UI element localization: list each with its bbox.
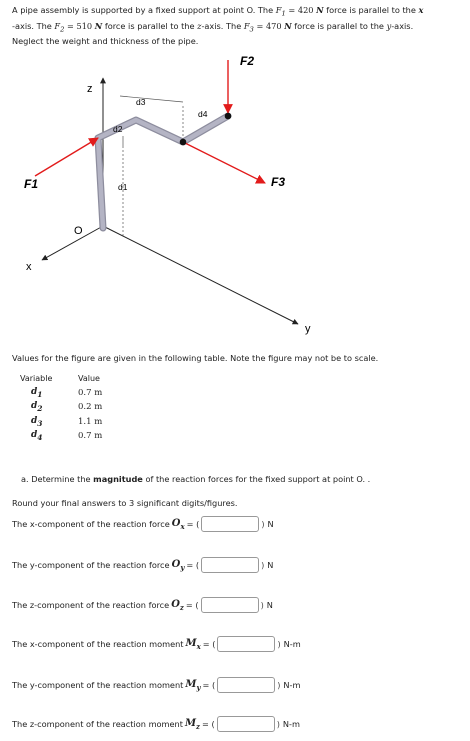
answer-row-mx <box>12 634 301 654</box>
dimension-lines <box>120 96 183 236</box>
problem-text: force is parallel to the <box>102 20 198 31</box>
f2-label: F2 <box>240 54 255 68</box>
symbol-sub: z <box>179 602 184 612</box>
equals-sign: = ( <box>186 560 200 570</box>
answer-label: The y-component of the reaction force <box>12 560 170 570</box>
origin-label: O <box>74 225 83 237</box>
answer-label: The x-component of the reaction force <box>12 519 170 529</box>
answer-row-ox <box>12 514 274 534</box>
d4-label: d4 <box>198 109 208 119</box>
f1-letter: F <box>275 5 282 15</box>
f3-arrow <box>183 142 265 183</box>
mx-input[interactable] <box>217 636 275 652</box>
answer-symbol <box>186 638 201 651</box>
values-table <box>20 371 102 444</box>
axis-z-symbol: z <box>197 20 202 31</box>
f2-letter: F <box>54 20 61 31</box>
answer-label: The x-component of the reaction moment <box>12 639 184 649</box>
symbol-sub: y <box>180 562 185 572</box>
close-paren: ) <box>276 719 280 729</box>
equals-sign: = ( <box>202 680 216 690</box>
f1-value: = 420 <box>285 5 317 15</box>
symbol-letter: M <box>184 717 197 729</box>
symbol-letter: O <box>171 598 180 610</box>
variable-cell <box>20 415 78 430</box>
var-letter: d <box>31 401 38 412</box>
y-axis-label: y <box>305 323 311 335</box>
mz-input[interactable] <box>217 716 275 732</box>
oz-input[interactable] <box>201 597 259 613</box>
my-input[interactable] <box>217 677 275 693</box>
table-row <box>20 415 102 430</box>
unit-label: N <box>267 560 274 570</box>
answer-row-mz <box>12 714 300 734</box>
var-sub: 3 <box>37 418 43 428</box>
equals-sign: = ( <box>185 600 199 610</box>
f1-arrow <box>35 138 98 176</box>
f1-symbol <box>275 5 286 18</box>
end-dot <box>225 113 232 120</box>
variable-cell <box>20 429 78 444</box>
symbol-sub: x <box>180 521 185 531</box>
answer-symbol <box>172 559 185 572</box>
answer-symbol <box>185 679 200 692</box>
joint-dot <box>180 139 187 146</box>
f2-value: = 510 <box>64 20 95 31</box>
var-letter: d <box>31 415 38 426</box>
f1-label: F1 <box>24 177 39 191</box>
symbol-sub: y <box>196 682 201 692</box>
equals-sign: = ( <box>202 719 215 729</box>
symbol-sub: x <box>196 641 201 651</box>
f2-symbol <box>54 20 65 34</box>
close-paren: ) <box>277 680 281 690</box>
problem-statement <box>12 4 464 47</box>
oy-input[interactable] <box>201 557 259 573</box>
problem-text: -axis. The <box>201 20 244 31</box>
x-axis-label: x <box>26 261 32 273</box>
unit-label: N-m <box>282 719 300 729</box>
z-axis-label: z <box>87 83 93 95</box>
problem-text: -axis. The <box>12 20 55 31</box>
axis-y-symbol: y <box>386 20 392 31</box>
f3-symbol <box>243 20 254 34</box>
var-letter: d <box>31 386 38 397</box>
table-row <box>20 386 102 401</box>
problem-text: -axis. <box>391 20 414 31</box>
f3-unit: N <box>284 20 292 31</box>
close-paren: ) <box>260 600 264 610</box>
f3-sub: 3 <box>249 25 254 34</box>
answer-symbol <box>172 518 185 531</box>
axes <box>42 78 298 324</box>
d1-label: d1 <box>118 182 128 192</box>
pipe-assembly-figure <box>0 46 470 346</box>
rounding-instruction: Round your final answers to 3 significant digits/figures. <box>12 498 238 508</box>
f1-sub: 1 <box>281 9 286 18</box>
value-cell: 0.7 m <box>78 431 103 442</box>
answer-row-my <box>12 675 300 695</box>
table-row <box>20 400 102 415</box>
answer-symbol <box>185 718 200 731</box>
header-variable: Variable <box>20 373 53 383</box>
value-cell: 1.1 m <box>78 416 103 427</box>
f2-sub: 2 <box>60 25 65 34</box>
question-pre: a. Determine the <box>21 474 94 484</box>
equals-sign: = ( <box>202 639 216 649</box>
equals-sign: = ( <box>186 519 200 529</box>
variable-cell <box>20 400 78 415</box>
symbol-letter: M <box>185 678 197 690</box>
close-paren: ) <box>277 639 281 649</box>
var-sub: 4 <box>37 433 43 443</box>
y-axis <box>103 226 298 324</box>
value-cell: 0.2 m <box>78 402 103 413</box>
value-cell: 0.7 m <box>78 387 103 398</box>
f2-unit: N <box>94 20 103 31</box>
question-text <box>21 474 370 484</box>
f3-label: F3 <box>271 175 286 189</box>
answer-label: The z-component of the reaction force <box>12 600 170 610</box>
close-paren: ) <box>261 519 265 529</box>
ox-input[interactable] <box>201 516 259 532</box>
close-paren: ) <box>261 560 265 570</box>
axis-x-symbol: x <box>418 5 424 15</box>
problem-text: force is parallel to the <box>291 20 387 31</box>
unit-label: N-m <box>283 680 301 690</box>
symbol-letter: M <box>185 637 197 649</box>
problem-text: force is parallel to the <box>323 5 419 15</box>
d3-extent <box>120 96 183 102</box>
table-header-row <box>20 371 102 386</box>
answer-row-oz <box>12 595 273 615</box>
f3-letter: F <box>243 20 250 31</box>
problem-text: A pipe assembly is supported by a fixed support at point O. The <box>12 5 276 15</box>
unit-label: N-m <box>283 639 301 649</box>
symbol-letter: O <box>171 558 181 570</box>
var-sub: 2 <box>37 404 43 414</box>
question-bold: magnitude <box>93 474 143 484</box>
table-row <box>20 429 102 444</box>
symbol-letter: O <box>171 517 181 529</box>
f3-value: = 470 <box>253 20 285 31</box>
unit-label: N <box>266 600 273 610</box>
answer-row-oy <box>12 555 273 575</box>
question-post: of the reaction forces for the fixed support at point O. . <box>142 474 371 484</box>
variable-cell <box>20 386 78 401</box>
d2-label: d2 <box>113 124 123 134</box>
unit-label: N <box>267 519 274 529</box>
var-sub: 1 <box>37 389 43 399</box>
symbol-sub: z <box>196 721 201 731</box>
var-letter: d <box>31 430 38 441</box>
f1-unit: N <box>316 5 324 15</box>
table-intro: Values for the figure are given in the following table. Note the figure may not be to scale. <box>12 353 379 363</box>
problem-text: Neglect the weight and thickness of the pipe. <box>12 36 199 47</box>
header-value: Value <box>78 373 100 383</box>
answer-symbol <box>171 599 184 612</box>
answer-label: The y-component of the reaction moment <box>12 680 184 690</box>
d3-label: d3 <box>136 97 146 107</box>
answer-label: The z-component of the reaction moment <box>12 719 183 729</box>
x-axis <box>42 226 103 260</box>
